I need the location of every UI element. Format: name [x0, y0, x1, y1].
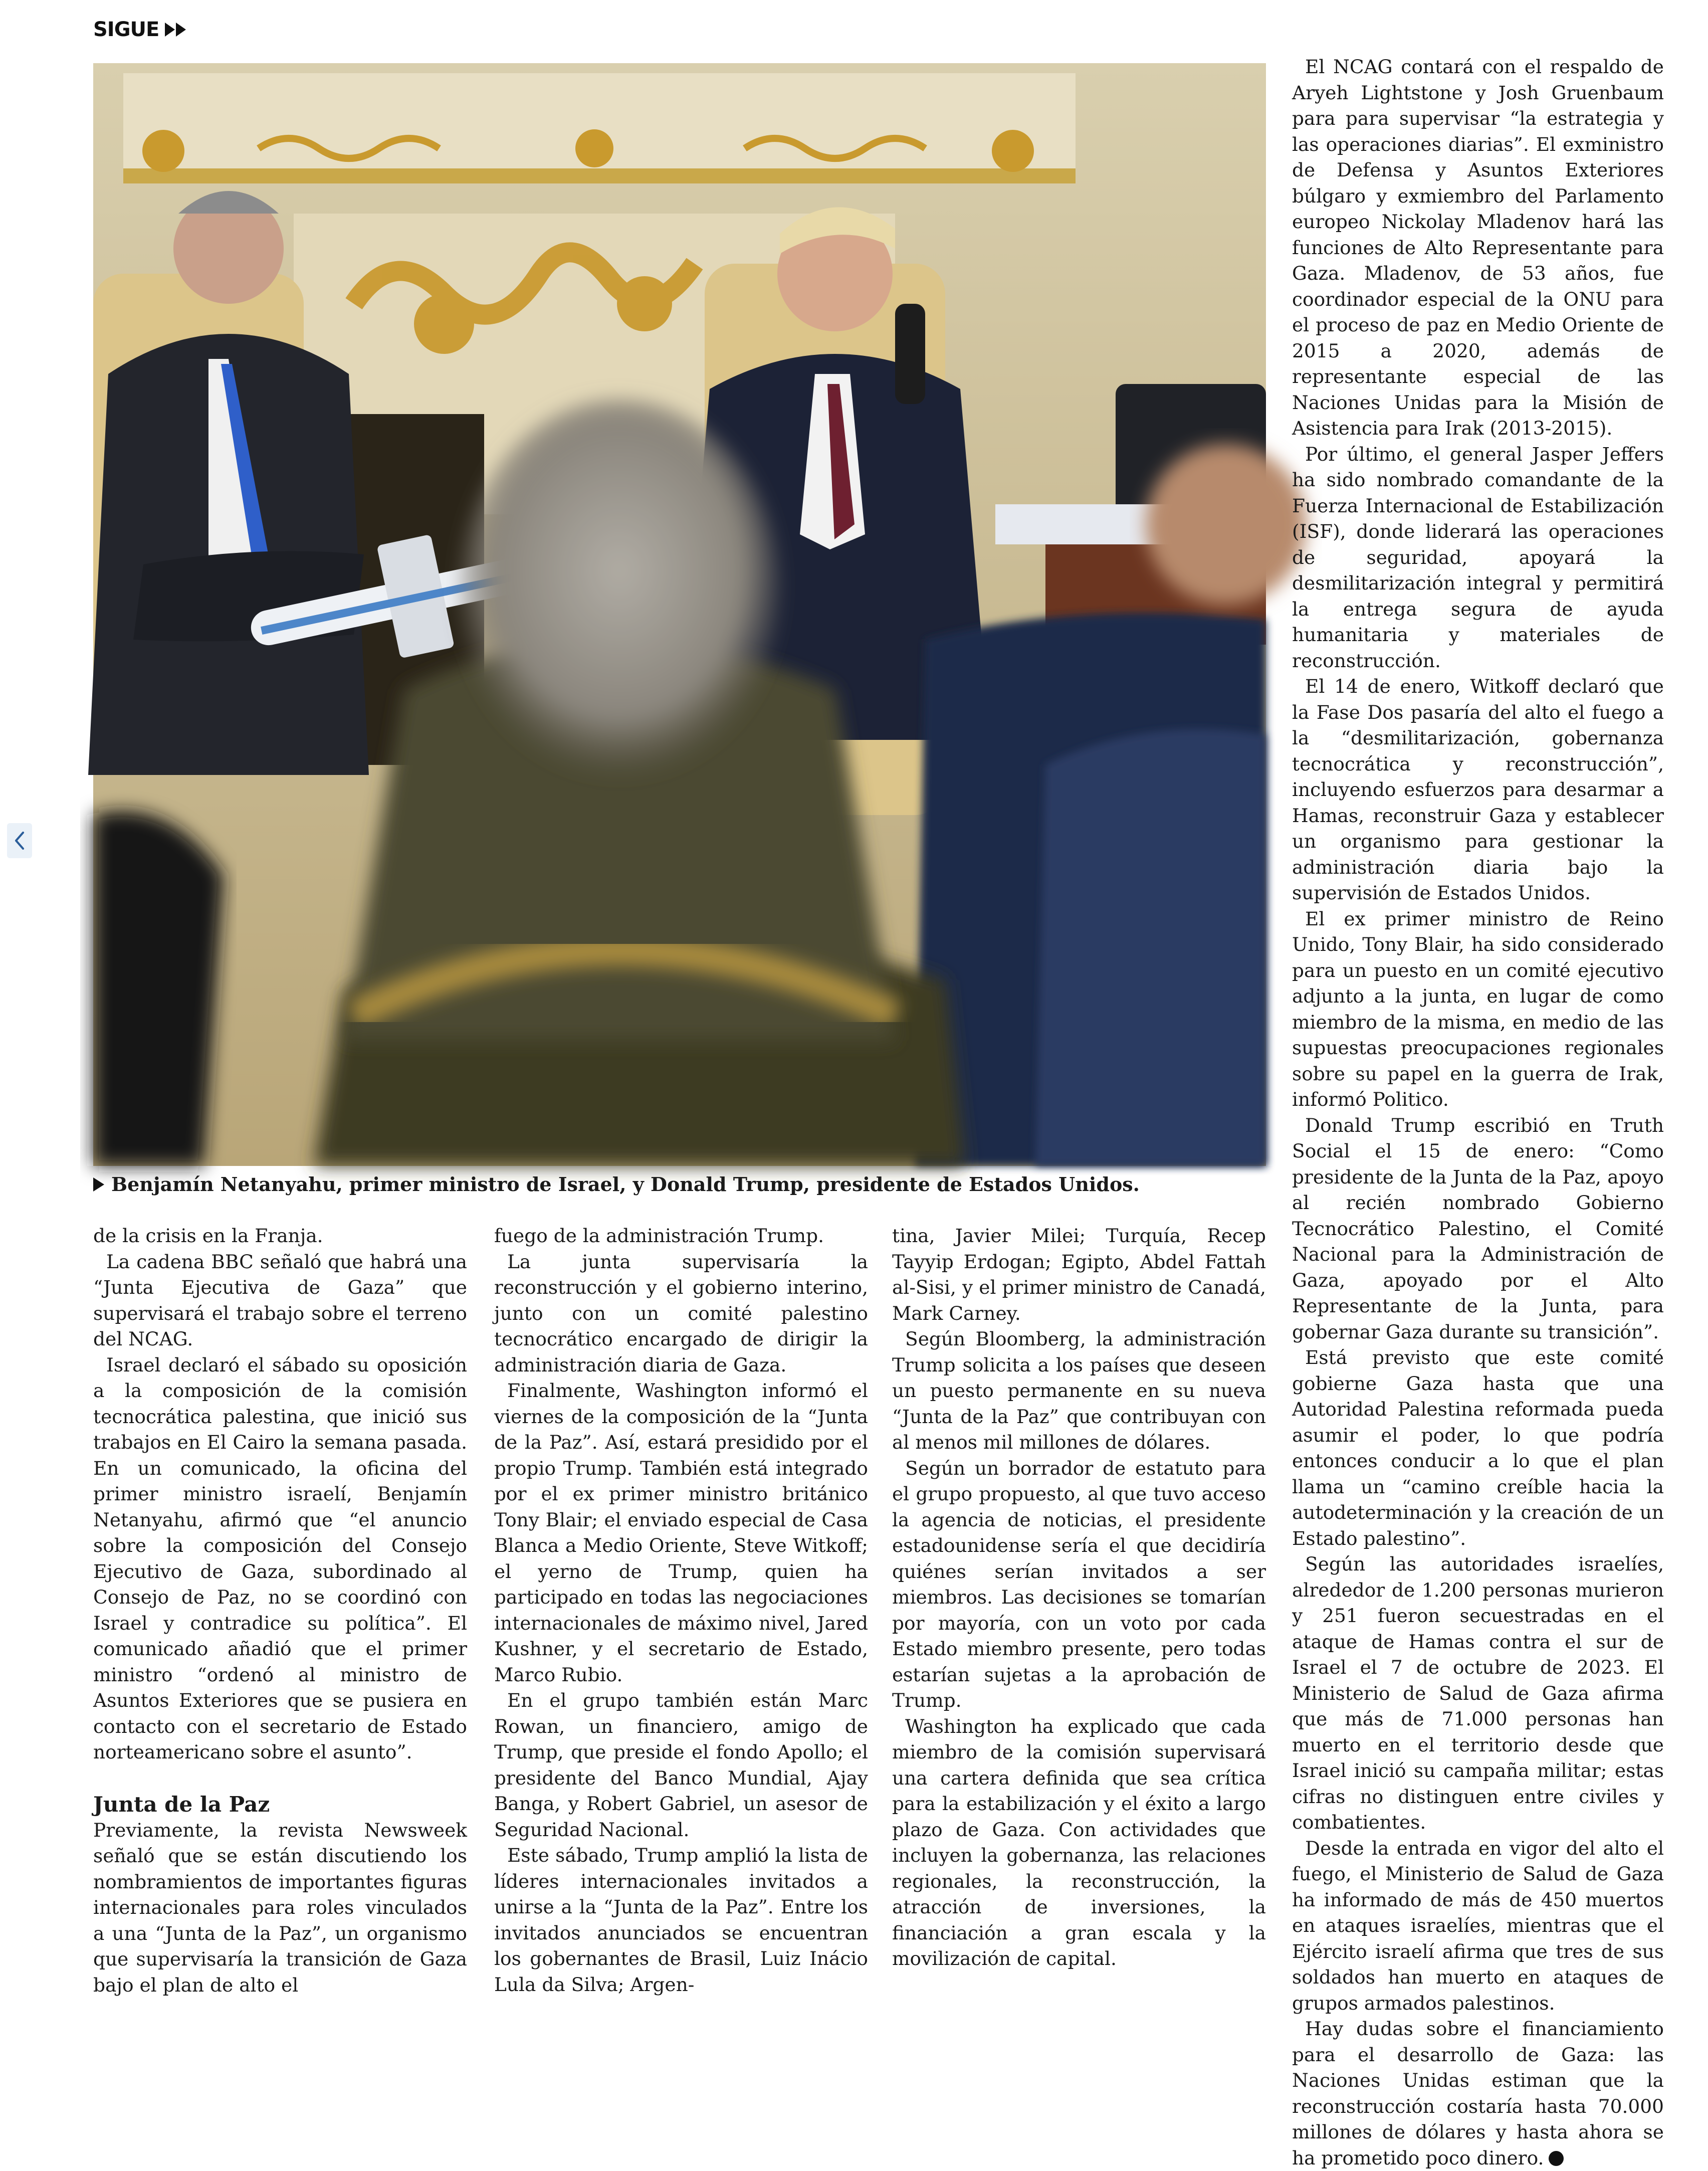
- last-paragraph: [1292, 2016, 1664, 2171]
- previous-page-button[interactable]: [7, 823, 32, 858]
- chevron-left-icon: [12, 830, 27, 852]
- paragraph: Previamente, la revista Newsweek señaló que se están discutiendo los nombramientos de importantes figuras internacionales para roles vinculados a una “Junta de la Paz”, un organismo que supervisaría la transición de Gaza bajo el plan de alto el: [93, 1819, 467, 1996]
- paragraph: de la crisis en la Franja.: [93, 1225, 323, 1247]
- paragraph: El 14 de enero, Witkoff declaró que la Fase Dos pasaría del alto el fuego a la “desmilitarización, gobernanza tecnocrática y reconstrucción”, incluyendo esfuerzos para desarmar a Hamas, reconstruir Gaza y establecer un organismo para gestionar la administración diaria bajo la supervisión de Estados Unidos.: [1292, 675, 1664, 904]
- article-column-1: [93, 1223, 467, 1998]
- article-photo: [93, 63, 1266, 1166]
- paragraph: En el grupo también están Marc Rowan, un financiero, amigo de Trump, que preside el fondo Apollo; el presidente del Banco Mundial, Ajay Banga, y Robert Gabriel, un asesor de Seguridad Nacional.: [494, 1689, 868, 1841]
- paragraph: tina, Javier Milei; Turquía, Recep Tayyip Erdogan; Egipto, Abdel Fattah al-Sisi, y el primer ministro de Canadá, Mark Carney.: [892, 1225, 1266, 1324]
- sigue-label: [93, 18, 186, 41]
- paragraph: Finalmente, Washington informó el viernes de la composición de la “Junta de la Paz”. Así, estará presidido por el propio Trump. También está integrado por el ex primer ministro británico Tony Blair; el enviado especial de Casa Blanca a Medio Oriente, Steve Witkoff; el yerno de Trump, quien ha participado en todas las negociaciones internacionales de máximo nivel, Jared Kushner, y el secretario de Estado, Marco Rubio.: [494, 1379, 868, 1686]
- paragraph: fuego de la administración Trump.: [494, 1225, 824, 1247]
- photo-caption: [93, 1173, 1266, 1196]
- paragraph: Por último, el general Jasper Jeffers ha sido nombrado comandante de la Fuerza Internacional de Estabilización (ISF), donde liderará las operaciones de seguridad, apoyará la desmilitarización integral y permitirá la entrega segura de ayuda humanitaria y materiales de reconstrucción.: [1292, 443, 1664, 672]
- paragraph-text: Hay dudas sobre el financiamiento para el desarrollo de Gaza: las Naciones Unidas estiman que la reconstrucción costaría hasta 70.000 millones de dólares y hasta ahora se ha prometido poco dinero.: [1292, 2018, 1664, 2169]
- paragraph: Desde la entrada en vigor del alto el fuego, el Ministerio de Salud de Gaza ha informado de más de 450 muertos en ataques israelíes, mientras que el Ejército israelí afirma que tres de sus soldados han muerto en ataques de grupos armados palestinos.: [1292, 1837, 1664, 2014]
- article-column-3: [892, 1223, 1266, 1972]
- paragraph: Donald Trump escribió en Truth Social el 15 de enero: “Como presidente de la Junta de la Paz, apoyo al recién nombrado Gobierno Tecnocrático Palestino, el Comité Nacional para la Administración de Gaza, apoyado por el Alto Representante de la Junta, para gobernar Gaza durante su transición”.: [1292, 1114, 1664, 1343]
- oval-office-scene: [93, 63, 1266, 1166]
- section-heading: Junta de la Paz: [93, 1792, 270, 1817]
- paragraph: Israel declaró el sábado su oposición a la composición de la comisión tecnocrática palestina, que inició sus trabajos en El Cairo la semana pasada. En un comunicado, la oficina del primer ministro israelí, Benjamín Netanyahu, afirmó que “el anuncio sobre la composición del Consejo Ejecutivo de Gaza, subordinado al Consejo de Paz, no se coordinó con Israel y contradice su política”. El comunicado añadió que el primer ministro “ordenó al ministro de Asuntos Exteriores que se pusiera en contacto con el secretario de Estado norteamericano sobre el asunto”.: [93, 1353, 467, 1763]
- paragraph: El NCAG contará con el respaldo de Aryeh Lightstone y Josh Gruenbaum para para supervisar “la estrategia y las operaciones diarias”. El exministro de Defensa y Asuntos Exteriores búlgaro y exmiembro del Parlamento europeo Nickolay Mladenov hará las funciones de Alto Representante para Gaza. Mladenov, de 53 años, fue coordinador especial de la ONU para el proceso de paz en Medio Oriente de 2015 a 2020, además de representante especial de las Naciones Unidas para la Misión de Asistencia para Irak (2013-2015).: [1292, 56, 1664, 439]
- sigue-text: SIGUE: [93, 18, 159, 41]
- paragraph: Este sábado, Trump amplió la lista de líderes internacionales invitados a unirse a la “Junta de la Paz”. Entre los invitados anunciados se encuentran los gobernantes de Brasil, Luiz Inácio Lula da Silva; Argen-: [494, 1844, 868, 1996]
- article-column-4: [1292, 54, 1664, 2171]
- paragraph: Según un borrador de estatuto para el grupo propuesto, al que tuvo acceso la agencia de noticias, el presidente estadounidense sería el que decidiría quiénes serían invitados a ser miembros. Las decisiones se tomarían por mayoría, con un voto por cada Estado miembro presente, pero todas estarían sujetas a la aprobación de Trump.: [892, 1457, 1266, 1711]
- paragraph: La junta supervisaría la reconstrucción y el gobierno interino, junto con un comité palestino tecnocrático encargado de dirigir la administración diaria de Gaza.: [494, 1250, 868, 1376]
- caption-text: Benjamín Netanyahu, primer ministro de Israel, y Donald Trump, presidente de Estados Unidos.: [111, 1173, 1140, 1196]
- paragraph: Según Bloomberg, la administración Trump solicita a los países que deseen un puesto permanente en su nueva “Junta de la Paz” que contribuyan con al menos mil millones de dólares.: [892, 1328, 1266, 1453]
- article-column-2: [494, 1223, 868, 1998]
- paragraph: Está previsto que este comité gobierne Gaza hasta que una Autoridad Palestina reformada pueda asumir el poder, lo que podría entonces conducir a lo que el plan llama un “camino creíble hacia la autodeterminación y la creación de un Estado palestino”.: [1292, 1346, 1664, 1549]
- paragraph: Washington ha explicado que cada miembro de la comisión supervisará una cartera definida que sea crítica para la estabilización y el éxito a largo plazo de Gaza. Con actividades que incluyen la gobernanza, las relaciones regionales, la reconstrucción, la atracción de inversiones, la financiación a gran escala y la movilización de capital.: [892, 1715, 1266, 1969]
- double-arrow-icon: [165, 23, 186, 37]
- paragraph: La cadena BBC señaló que habrá una “Junta Ejecutiva de Gaza” que supervisará el trabajo sobre el terreno del NCAG.: [93, 1250, 467, 1350]
- paragraph: Según las autoridades israelíes, alrededor de 1.200 personas murieron y 251 fueron secuestradas en el ataque de Hamas contra el sur de Israel el 7 de octubre de 2023. El Ministerio de Salud de Gaza afirma que más de 71.000 personas han muerto en el territorio desde que Israel inició su campaña militar; estas cifras no distinguen entre civiles y combatientes.: [1292, 1553, 1664, 1833]
- paragraph: El ex primer ministro de Reino Unido, Tony Blair, ha sido considerado para un puesto en un comité ejecutivo adjunto a la junta, en lugar de como miembro de la misma, en medio de las supuestas preocupaciones regionales sobre su papel en la guerra de Irak, informó Politico.: [1292, 907, 1664, 1110]
- caption-arrow-icon: [93, 1177, 104, 1192]
- end-mark-icon: [1549, 2151, 1564, 2166]
